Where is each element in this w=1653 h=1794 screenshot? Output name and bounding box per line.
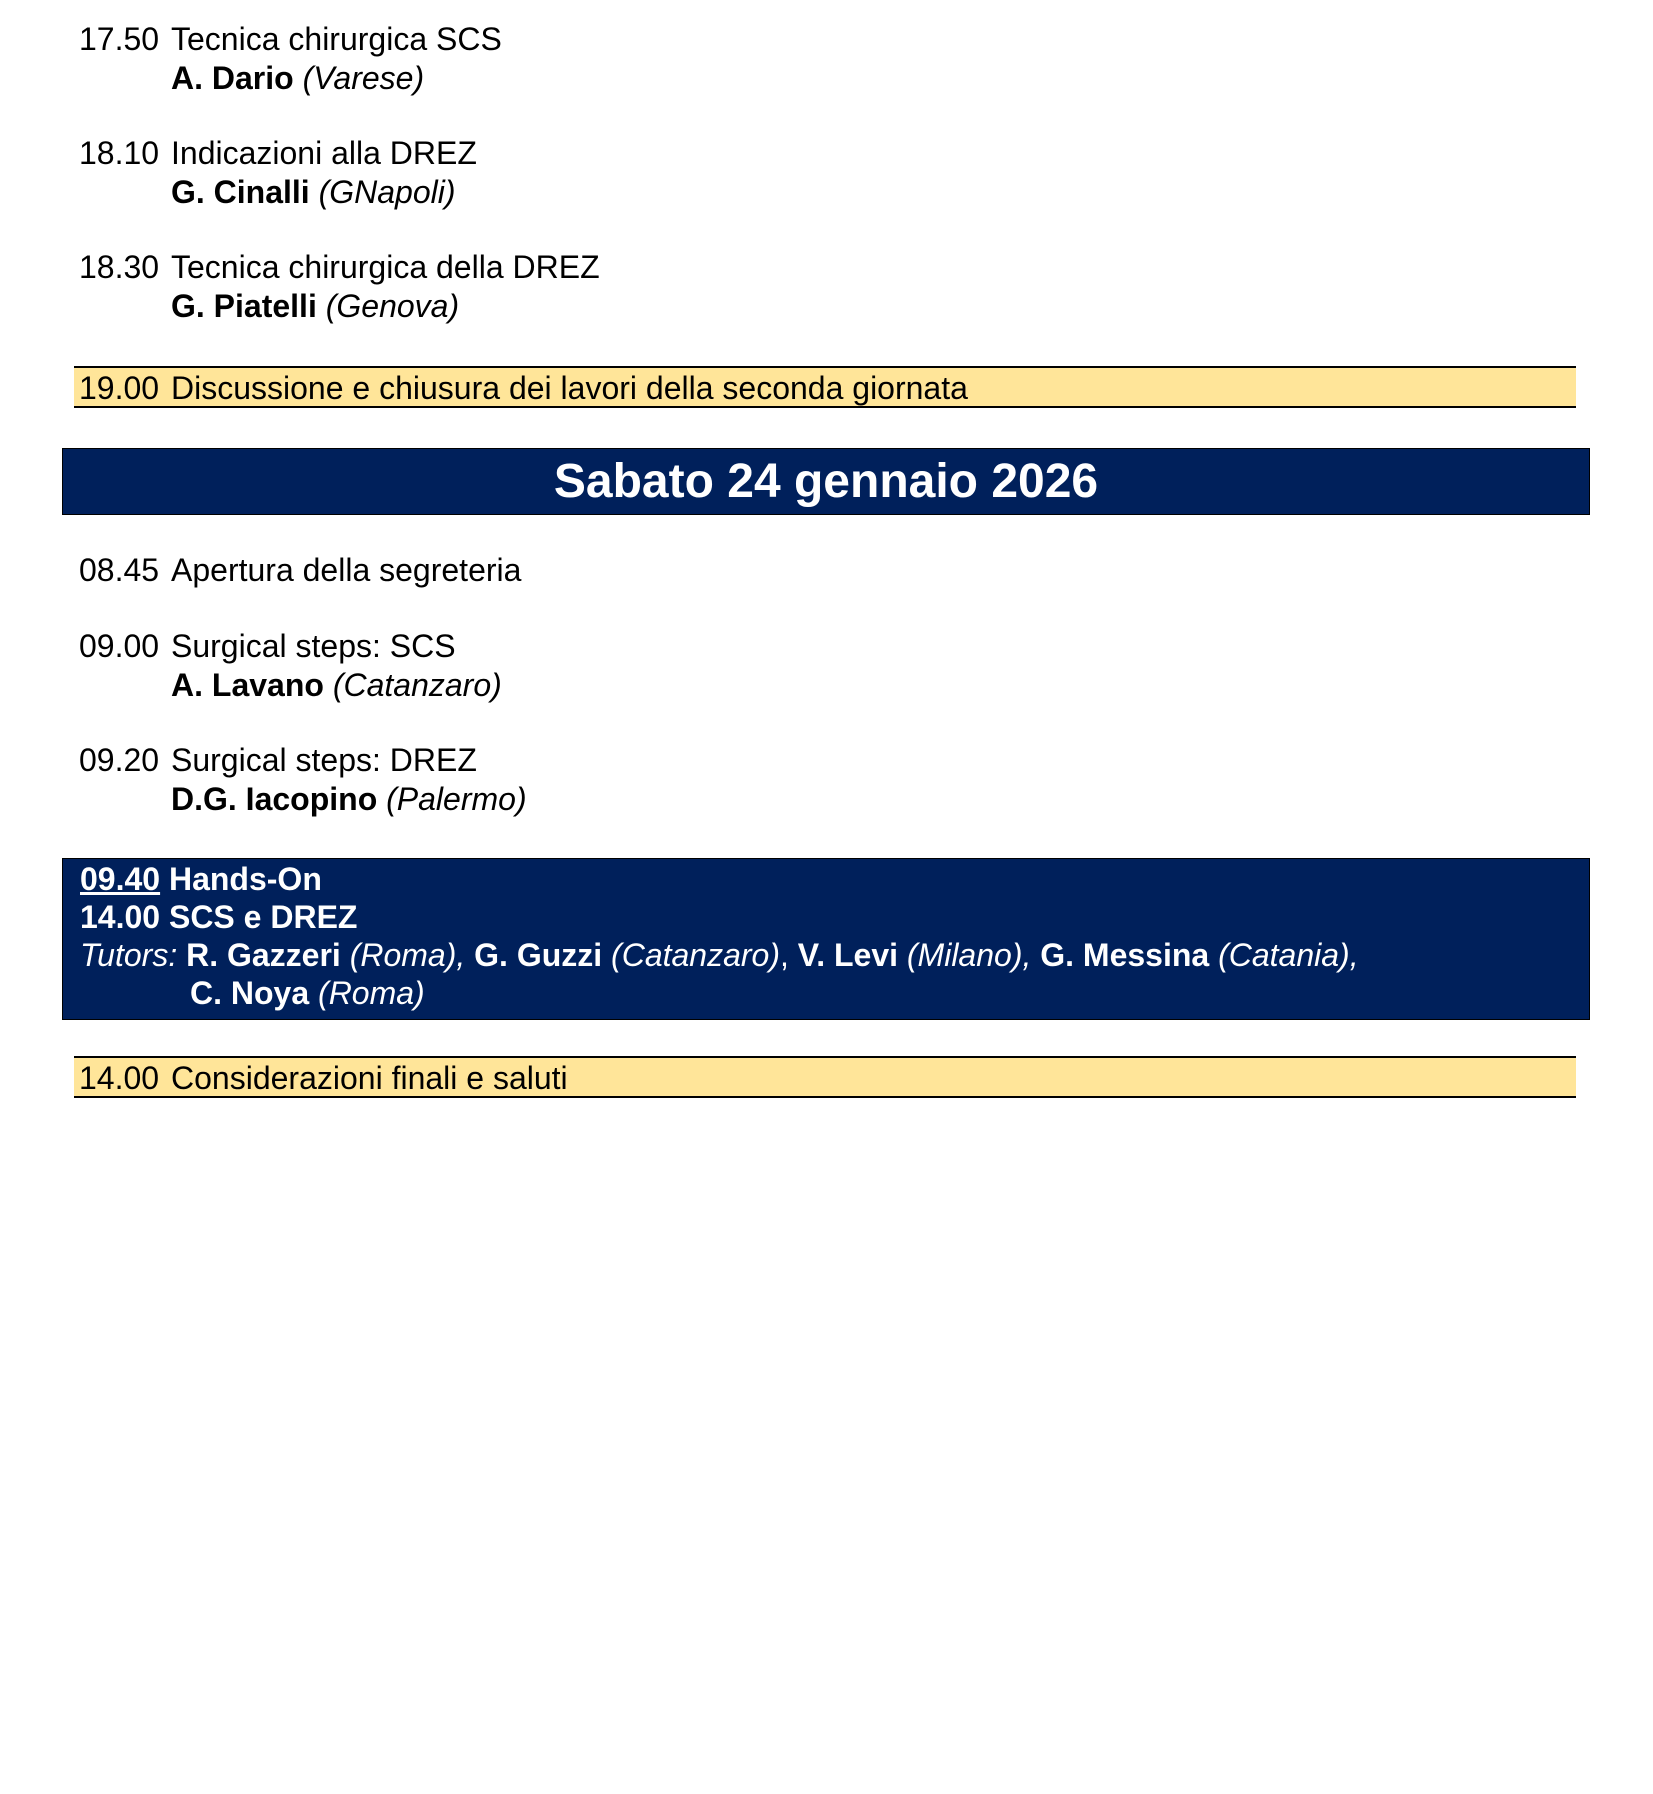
session-title — [79, 20, 502, 58]
tutors-row-2 — [190, 974, 425, 1012]
handson-title-row — [80, 860, 322, 898]
speaker-city: (Palermo) — [386, 781, 527, 817]
tutor-city: (Roma), — [349, 937, 466, 973]
session-title — [79, 248, 600, 286]
closing-day2-bar — [74, 366, 1576, 408]
handson-block — [62, 858, 1590, 1020]
tutors-label: Tutors: — [80, 937, 178, 973]
session-title — [79, 627, 456, 665]
session-title — [79, 741, 477, 779]
speaker-name: D.G. Iacopino — [171, 781, 378, 817]
handson-start-time: 09.40 — [80, 861, 161, 897]
speaker-city: (Genova) — [325, 288, 460, 324]
session-time: 09.20 — [79, 742, 160, 778]
session-time: 18.10 — [79, 135, 160, 171]
session-time: 09.00 — [79, 628, 160, 664]
tutor-city: (Milano), — [906, 937, 1032, 973]
speaker-name: A. Dario — [171, 60, 294, 96]
day-header: Sabato 24 gennaio 2026 — [62, 448, 1590, 515]
session-title-text: Tecnica chirurgica della DREZ — [171, 249, 600, 285]
session-title — [79, 134, 477, 172]
tutor-name: C. Noya — [190, 975, 310, 1011]
speaker-city: (GNapoli) — [318, 174, 456, 210]
closing-final-bar — [74, 1056, 1576, 1098]
handson-title: Hands-On — [168, 861, 322, 897]
session-title-text: Surgical steps: SCS — [171, 628, 456, 664]
session-time: 18.30 — [79, 249, 160, 285]
closing-time: 19.00 — [79, 370, 160, 406]
tutor-name: G. Guzzi — [474, 937, 603, 973]
speaker-line — [171, 780, 527, 818]
tutor-city: (Roma) — [318, 975, 425, 1011]
session-time: 17.50 — [79, 21, 160, 57]
speaker-line — [171, 173, 456, 211]
speaker-line — [171, 666, 502, 704]
session-title-text: Surgical steps: DREZ — [171, 742, 477, 778]
session-time: 08.45 — [79, 552, 160, 588]
session-title-text: Indicazioni alla DREZ — [171, 135, 477, 171]
speaker-city: (Catanzaro) — [332, 667, 502, 703]
opening-line — [79, 551, 521, 589]
tutor-name: R. Gazzeri — [186, 937, 341, 973]
speaker-name: G. Cinalli — [171, 174, 310, 210]
speaker-line — [171, 287, 459, 325]
handson-end-time: 14.00 — [80, 899, 161, 935]
tutor-name: G. Messina — [1040, 937, 1210, 973]
handson-subtitle: SCS e DREZ — [168, 899, 358, 935]
speaker-city: (Varese) — [302, 60, 425, 96]
tutors-row: Tutors: R. Gazzeri (Roma), G. Guzzi (Catanzaro), V. Levi (Milano), G. Messina (Catania), — [80, 937, 1359, 973]
speaker-name: G. Piatelli — [171, 288, 317, 324]
session-title-text: Tecnica chirurgica SCS — [171, 21, 502, 57]
speaker-line — [171, 59, 424, 97]
tutor-city: (Catanzaro) — [611, 937, 780, 973]
closing-time: 14.00 — [79, 1060, 160, 1096]
tutor-name: V. Levi — [797, 937, 898, 973]
session-title-text: Apertura della segreteria — [171, 552, 522, 588]
closing-text: Considerazioni finali e saluti — [171, 1060, 568, 1096]
closing-text: Discussione e chiusura dei lavori della seconda giornata — [171, 370, 968, 406]
handson-subtitle-row — [80, 898, 357, 936]
tutor-city: (Catania), — [1218, 937, 1359, 973]
speaker-name: A. Lavano — [171, 667, 324, 703]
